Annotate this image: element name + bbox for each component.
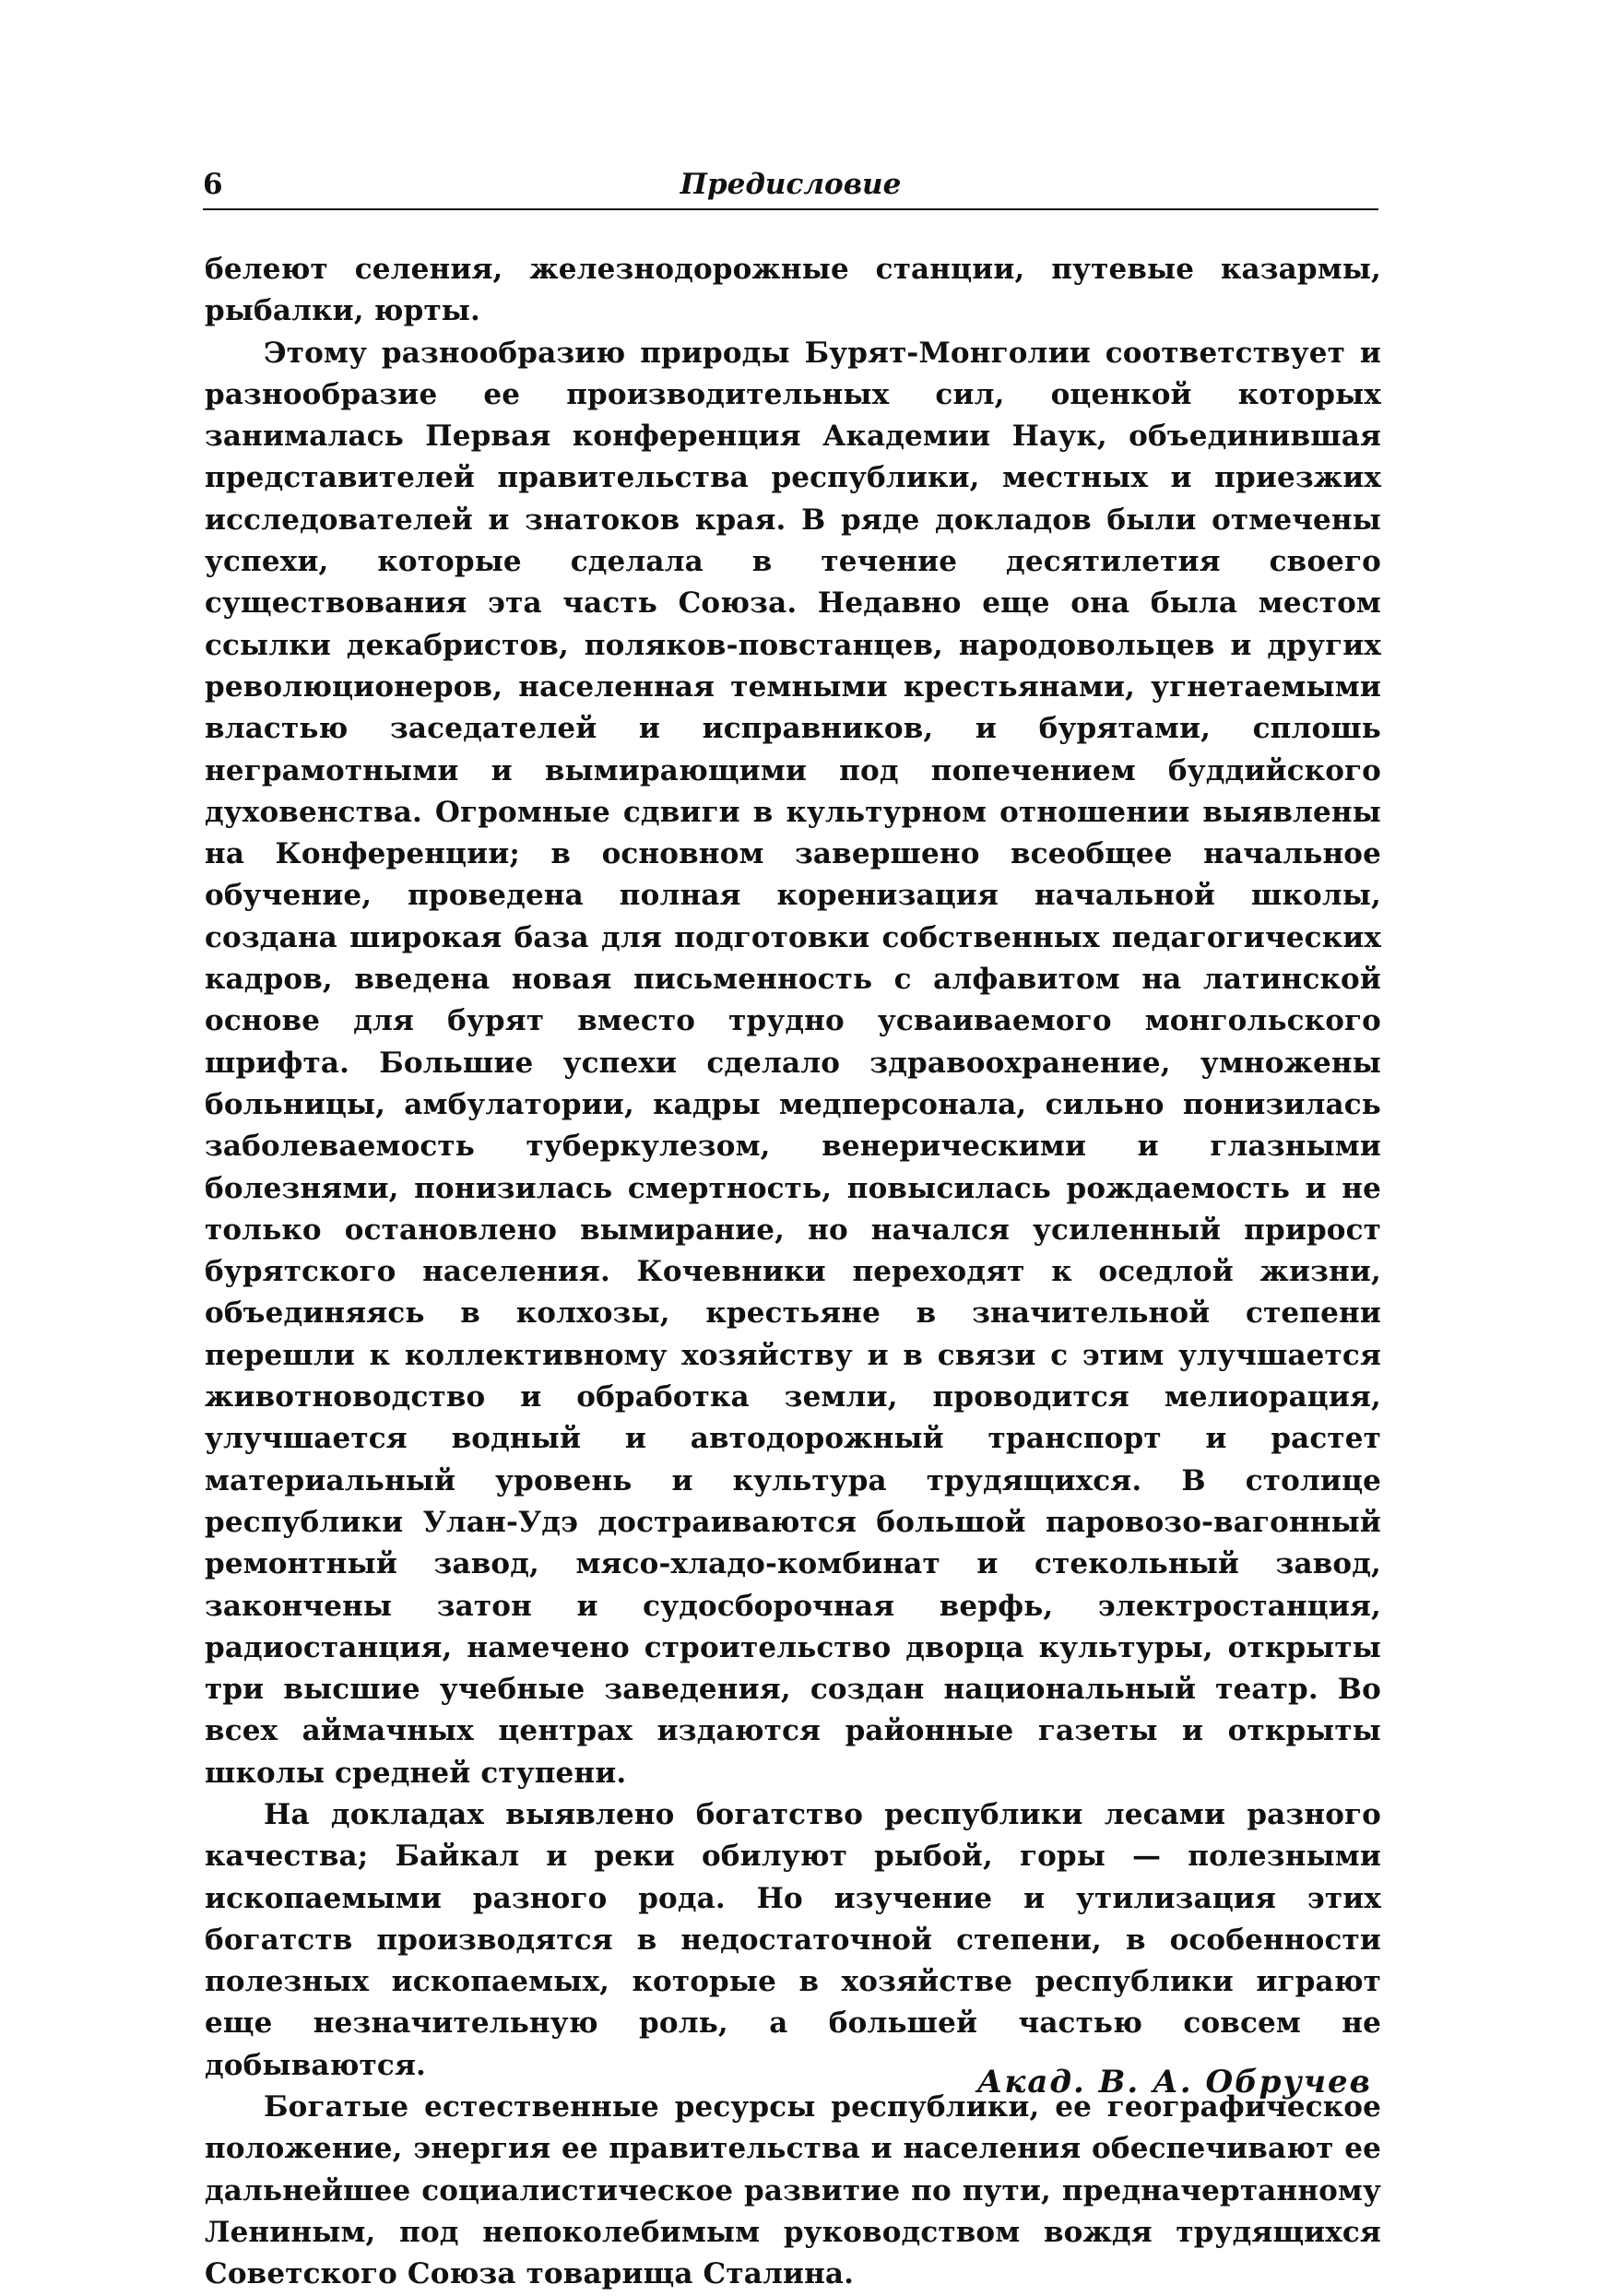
header-title: Предисловие [680,168,902,201]
paragraph-continuation: белеют селения, железнодорожные станции, путевые казармы, рыбалки, юрты. [205,253,1381,328]
paragraph-conclusion: Богатые естественные ресурсы республики, ее географическое положение, энергия ее правительства и населения обеспечивают ее дальнейшее социалистическое развитие по пути, предначертанному Лениным, под непоколебимым руководством вождя трудящихся Советского Союза товарища Сталина. [205,2090,1381,2291]
body-text [205,249,1381,2296]
running-header [203,168,1378,210]
page-number: 6 [203,168,223,201]
paragraph-nature-diversity: Этому разнообразию природы Бурят-Монголии соответствует и разнообразие ее производительных сил, оценкой которых занималась Первая конференция Академии Наук, объединившая представителей правительства республики, местных и приезжих исследователей и знатоков края. В ряде докладов были отмечены успехи, которые сделала в течение десятилетия своего существования эта часть Союза. Недавно еще она была местом ссылки декабристов, поляков-повстанцев, народовольцев и других революционеров, населенная темными крестьянами, угнетаемыми властью заседателей и исправников, и бурятами, сплошь неграмотными и вымирающими под попечением буддийского духовенства. Огромные сдвиги в культурном отношении выявлены на Конференции; в основном завершено всеобщее начальное обучение, проведена полная коренизация начальной школы, создана широкая база для подготовки собственных педагогических кадров, введена новая письменность с алфавитом на латинской основе для бурят вместо трудно усваиваемого монгольского шрифта. Большие успехи сделало здравоохранение, умножены больницы, амбулатории, кадры медперсонала, сильно понизилась заболеваемость туберкулезом, венерическими и глазными болезнями, понизилась смертность, повысилась рождаемость и не только остановлено вымирание, но начался усиленный прирост бурятского населения. Кочевники переходят к оседлой жизни, объединяясь в колхозы, крестьяне в значительной степени перешли к коллективному хозяйству и в связи с этим улучшается животноводство и обработка земли, проводится мелиорация, улучшается водный и автодорожный транспорт и растет материальный уровень и культура трудящихся. В столице республики Улан-Удэ достраиваются большой паровозо-вагонный ремонтный завод, мясо-хладо-комбинат и стекольный завод, закончены затон и судосборочная верфь, электростанция, радиостанция, намечено строительство дворца культуры, открыты три высшие учебные заведения, создан национальный театр. Во всех аймачных центрах издаются районные газеты и открыты школы средней ступени. [205,336,1381,1790]
author-signature: Акад. В. А. Обручев [976,2064,1372,2101]
paragraph-natural-wealth: На докладах выявлено богатство республики лесами разного качества; Байкал и реки обилуют рыбой, горы — полезными ископаемыми разного рода. Но изучение и утилизация этих богатств производятся в недостаточной степени, в особенности полезных ископаемых, которые в хозяйстве республики играют еще незначительную роль, а большей частью совсем не добываются. [205,1797,1381,2082]
